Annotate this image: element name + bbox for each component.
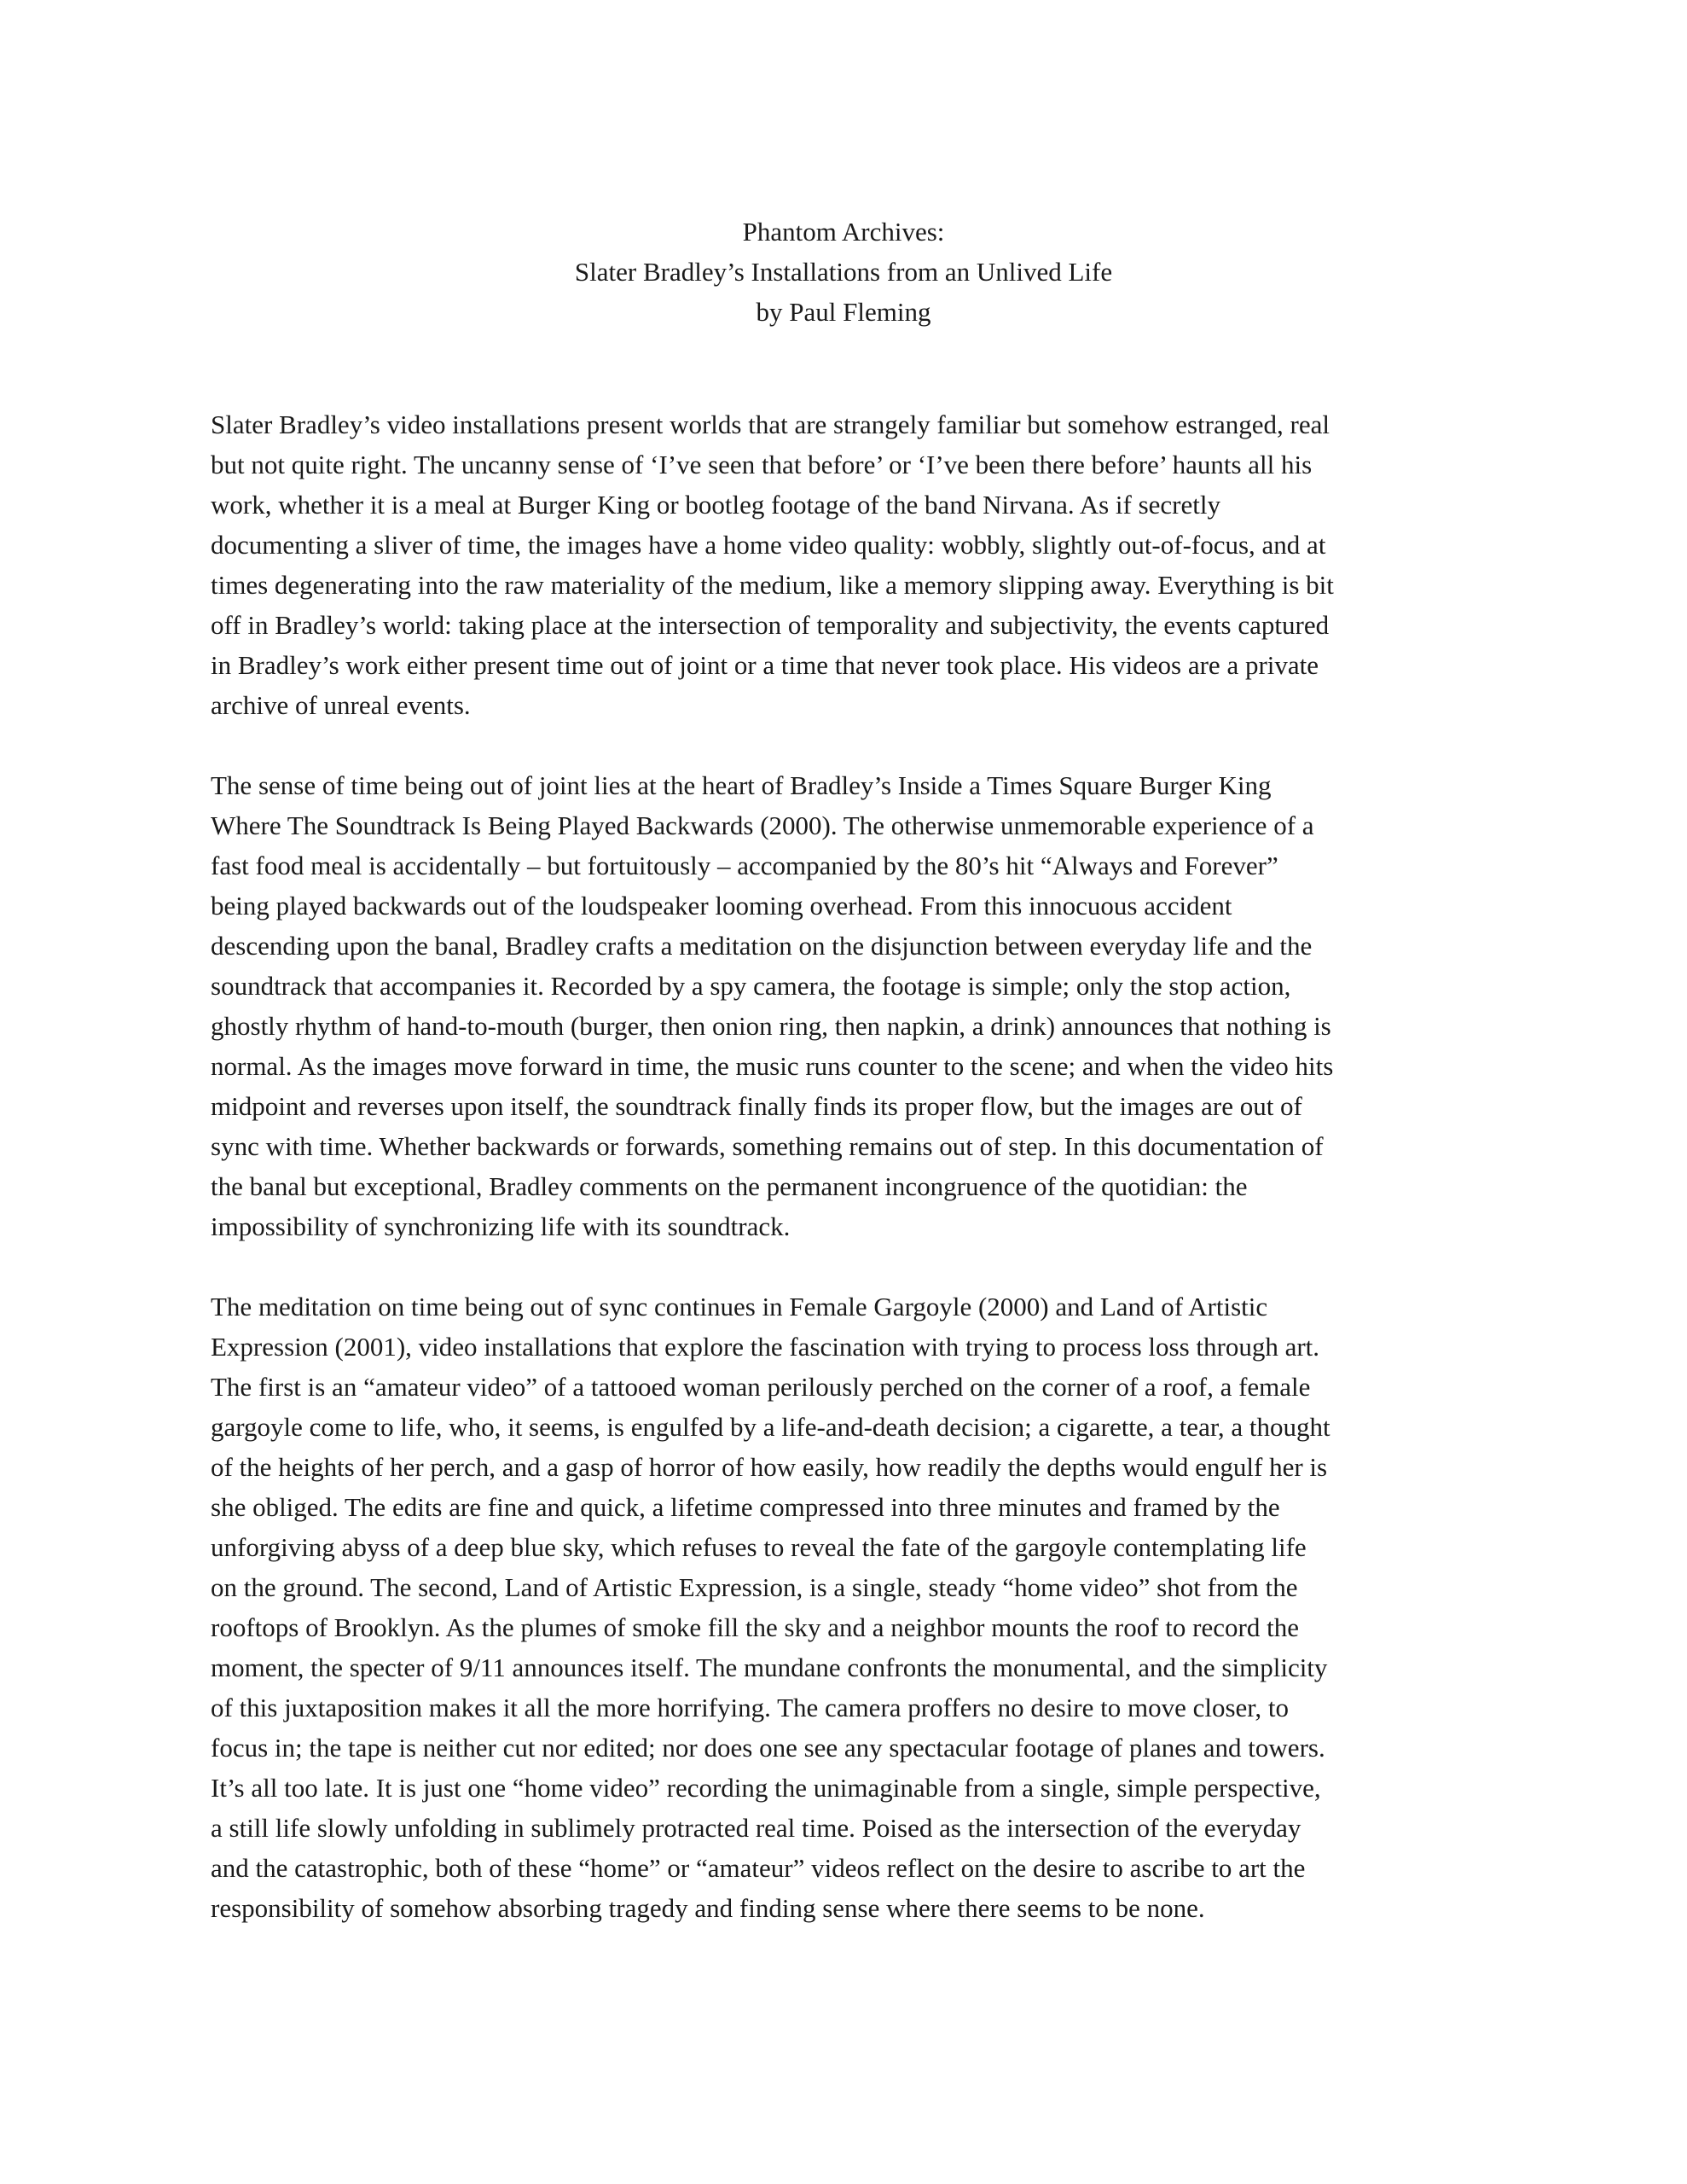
text-line: The sense of time being out of joint lies at the heart of Bradley’s Inside a Times Square Burger King bbox=[211, 770, 1272, 800]
text-line: impossibility of synchronizing life with its soundtrack. bbox=[211, 1211, 791, 1241]
text-line: midpoint and reverses upon itself, the soundtrack finally finds its proper flow, but the images are out of bbox=[211, 1091, 1302, 1121]
text-line: sync with time. Whether backwards or forwards, something remains out of step. In this documentation of bbox=[211, 1131, 1324, 1161]
text-line: The meditation on time being out of sync continues in Female Gargoyle (2000) and Land of Artistic bbox=[211, 1292, 1268, 1321]
text-line: work, whether it is a meal at Burger King or bootleg footage of the band Nirvana. As if secretly bbox=[211, 490, 1220, 520]
page-subtitle: Slater Bradley’s Installations from an Unlived Life bbox=[574, 257, 1113, 287]
text-line: It’s all too late. It is just one “home video” recording the unimaginable from a single, simple perspective, bbox=[211, 1773, 1321, 1803]
text-line: a still life slowly unfolding in sublimely protracted real time. Poised as the intersection of the everyday bbox=[211, 1813, 1301, 1843]
text-line: and the catastrophic, both of these “home” or “amateur” videos reflect on the desire to ascribe to art the bbox=[211, 1853, 1306, 1883]
paragraph-2 bbox=[211, 765, 1479, 1246]
text-line: archive of unreal events. bbox=[211, 690, 471, 720]
text-line: Expression (2001), video installations that explore the fascination with trying to process loss through art. bbox=[211, 1332, 1320, 1362]
text-line: but not quite right. The uncanny sense of ‘I’ve seen that before’ or ‘I’ve been there before’ haunts all his bbox=[211, 450, 1313, 479]
text-line: soundtrack that accompanies it. Recorded by a spy camera, the footage is simple; only the stop action, bbox=[211, 971, 1291, 1001]
byline: by Paul Fleming bbox=[756, 297, 931, 327]
text-line: fast food meal is accidentally – but fortuitously – accompanied by the 80’s hit “Always and Forever” bbox=[211, 851, 1278, 880]
paragraph-3 bbox=[211, 1287, 1479, 1928]
body-text bbox=[211, 404, 1479, 1928]
text-line: times degenerating into the raw materiality of the medium, like a memory slipping away. Everything is bit bbox=[211, 570, 1334, 600]
text-line: The first is an “amateur video” of a tattooed woman perilously perched on the corner of a roof, a female bbox=[211, 1372, 1311, 1402]
page-title: Phantom Archives: bbox=[742, 217, 945, 247]
text-line: off in Bradley’s world: taking place at the intersection of temporality and subjectivity, the events captured bbox=[211, 610, 1330, 640]
title-block bbox=[0, 212, 1687, 332]
text-line: rooftops of Brooklyn. As the plumes of smoke fill the sky and a neighbor mounts the roof to record the bbox=[211, 1612, 1299, 1642]
text-line: focus in; the tape is neither cut nor edited; nor does one see any spectacular footage of planes and towers. bbox=[211, 1733, 1325, 1763]
text-line: unforgiving abyss of a deep blue sky, which refuses to reveal the fate of the gargoyle contemplating life bbox=[211, 1532, 1307, 1562]
text-line: of the heights of her perch, and a gasp of horror of how easily, how readily the depths would engulf her is bbox=[211, 1452, 1328, 1482]
text-line: she obliged. The edits are fine and quick, a lifetime compressed into three minutes and framed by the bbox=[211, 1492, 1280, 1522]
text-line: of this juxtaposition makes it all the more horrifying. The camera proffers no desire to move closer, to bbox=[211, 1693, 1289, 1722]
text-line: Slater Bradley’s video installations present worlds that are strangely familiar but somehow estranged, real bbox=[211, 410, 1330, 439]
text-line: on the ground. The second, Land of Artistic Expression, is a single, steady “home video” shot from the bbox=[211, 1572, 1298, 1602]
text-line: gargoyle come to life, who, it seems, is engulfed by a life-and-death decision; a cigarette, a tear, a thought bbox=[211, 1412, 1330, 1442]
paragraph-1 bbox=[211, 404, 1479, 725]
text-line: documenting a sliver of time, the images have a home video quality: wobbly, slightly out-of-focus, and at bbox=[211, 530, 1326, 560]
text-line: ghostly rhythm of hand-to-mouth (burger, then onion ring, then napkin, a drink) announces that nothing is bbox=[211, 1011, 1331, 1041]
text-line: being played backwards out of the loudspeaker looming overhead. From this innocuous accident bbox=[211, 891, 1232, 921]
text-line: Where The Soundtrack Is Being Played Backwards (2000). The otherwise unmemorable experience of a bbox=[211, 810, 1314, 840]
text-line: in Bradley’s work either present time out of joint or a time that never took place. His videos are a private bbox=[211, 650, 1319, 680]
text-line: descending upon the banal, Bradley crafts a meditation on the disjunction between everyday life and the bbox=[211, 931, 1313, 961]
text-line: responsibility of somehow absorbing tragedy and finding sense where there seems to be none. bbox=[211, 1893, 1205, 1923]
text-line: normal. As the images move forward in time, the music runs counter to the scene; and when the video hits bbox=[211, 1051, 1334, 1081]
text-line: moment, the specter of 9/11 announces itself. The mundane confronts the monumental, and the simplicity bbox=[211, 1653, 1328, 1682]
text-line: the banal but exceptional, Bradley comments on the permanent incongruence of the quotidian: the bbox=[211, 1171, 1248, 1201]
